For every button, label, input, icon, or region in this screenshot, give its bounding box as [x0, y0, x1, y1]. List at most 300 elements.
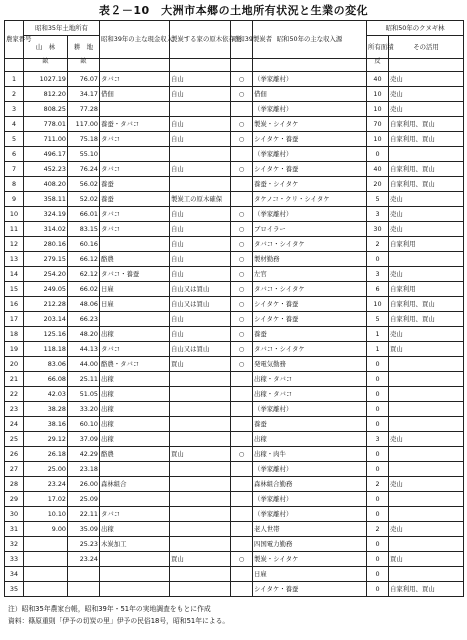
owned-area-cell: 0	[367, 357, 389, 372]
s39-charcoal-cell	[231, 537, 253, 552]
forest-cell: 254.20	[24, 267, 68, 282]
owned-area-cell: 0	[367, 417, 389, 432]
s39-income-cell: 森林組合	[100, 477, 170, 492]
farmer-no-cell: 30	[5, 507, 24, 522]
forest-cell: 38.28	[24, 402, 68, 417]
owned-area-cell: 0	[367, 582, 389, 597]
note-line: 資料：篠原重則「伊予の切炭の里」伊予の民俗18号，昭和51年による。	[8, 617, 230, 625]
s39-charcoal-cell: ○	[231, 327, 253, 342]
owned-area-cell: 0	[367, 462, 389, 477]
table-row	[5, 387, 464, 402]
field-cell: 55.10	[68, 147, 100, 162]
forest-cell: 10.10	[24, 507, 68, 522]
charcoal-source-cell: 自山	[170, 222, 231, 237]
s50-income-cell: シイタケ・養蚕	[253, 132, 367, 147]
s50-income-cell: 養蚕	[253, 417, 367, 432]
s39-charcoal-cell	[231, 372, 253, 387]
s39-charcoal-cell: ○	[231, 222, 253, 237]
forest-cell	[24, 552, 68, 567]
farmer-no-cell: 9	[5, 192, 24, 207]
forest-cell: 26.18	[24, 447, 68, 462]
charcoal-source-cell: 買山	[170, 552, 231, 567]
s39-charcoal-cell: ○	[231, 552, 253, 567]
unit-se-field: 畝	[68, 59, 100, 72]
s50-income-cell: 出稼・タバコ	[253, 372, 367, 387]
s39-income-cell: タバコ	[100, 132, 170, 147]
farmer-no-cell: 25	[5, 432, 24, 447]
owned-area-cell: 3	[367, 267, 389, 282]
s50-income-cell: 養蚕	[253, 327, 367, 342]
charcoal-source-cell	[170, 387, 231, 402]
s50-income-cell: シイタケ・養蚕	[253, 297, 367, 312]
table-row	[5, 447, 464, 462]
s39-income-cell: 出稼	[100, 372, 170, 387]
s50-income-cell: （挙家離村）	[253, 72, 367, 87]
s50-income-cell: タバコ・シイタケ	[253, 342, 367, 357]
farmer-no-cell: 20	[5, 357, 24, 372]
s39-income-cell	[100, 312, 170, 327]
farmer-no-cell: 2	[5, 87, 24, 102]
owned-area-cell: 2	[367, 237, 389, 252]
usage-cell: 自家利用	[389, 237, 464, 252]
field-cell: 117.00	[68, 117, 100, 132]
s50-income-cell: （挙家離村）	[253, 102, 367, 117]
usage-cell	[389, 567, 464, 582]
forest-cell: 23.24	[24, 477, 68, 492]
field-cell: 44.00	[68, 357, 100, 372]
charcoal-source-cell	[170, 582, 231, 597]
s39-income-cell: タバコ	[100, 507, 170, 522]
usage-cell: 売山	[389, 267, 464, 282]
farmer-no-cell: 8	[5, 177, 24, 192]
s39-charcoal-cell: ○	[231, 207, 253, 222]
owned-area-cell: 0	[367, 372, 389, 387]
forest-cell: 711.00	[24, 132, 68, 147]
s39-income-cell: 養蚕・タバコ	[100, 117, 170, 132]
s39-income-cell: タバコ	[100, 162, 170, 177]
farmer-no-cell: 33	[5, 552, 24, 567]
s39-charcoal-cell: ○	[231, 447, 253, 462]
usage-cell: 売山	[389, 87, 464, 102]
table-row	[5, 507, 464, 522]
s39-charcoal-cell	[231, 102, 253, 117]
owned-area-cell: 0	[367, 447, 389, 462]
s50-income-cell: 森林組合勤務	[253, 477, 367, 492]
field-cell: 44.13	[68, 342, 100, 357]
table-row	[5, 132, 464, 147]
charcoal-source-cell: 自山	[170, 72, 231, 87]
charcoal-source-cell: 自山	[170, 87, 231, 102]
usage-cell	[389, 417, 464, 432]
field-cell: 66.23	[68, 312, 100, 327]
s50-income-cell: 発電気勤務	[253, 357, 367, 372]
forest-cell: 29.12	[24, 432, 68, 447]
field-cell: 48.20	[68, 327, 100, 342]
farmer-no-cell: 35	[5, 582, 24, 597]
s39-income-cell: 酪農	[100, 252, 170, 267]
owned-area-cell: 70	[367, 117, 389, 132]
forest-cell	[24, 537, 68, 552]
forest-cell	[24, 567, 68, 582]
farmer-no-cell: 28	[5, 477, 24, 492]
s39-income-cell: 出稼	[100, 432, 170, 447]
table-row	[5, 207, 464, 222]
farmer-no-cell: 11	[5, 222, 24, 237]
header-s50-group: 昭和50年のクヌギ林	[367, 21, 464, 36]
s39-income-cell: 出稼	[100, 327, 170, 342]
s39-charcoal-cell: ○	[231, 117, 253, 132]
table-row	[5, 342, 464, 357]
owned-area-cell: 0	[367, 552, 389, 567]
owned-area-cell: 0	[367, 567, 389, 582]
usage-cell	[389, 357, 464, 372]
field-cell: 23.24	[68, 552, 100, 567]
s39-income-cell: 借佃	[100, 87, 170, 102]
s39-charcoal-cell	[231, 567, 253, 582]
farmer-no-cell: 26	[5, 447, 24, 462]
usage-cell	[389, 402, 464, 417]
field-cell: 51.05	[68, 387, 100, 402]
forest-cell: 496.17	[24, 147, 68, 162]
table-row	[5, 462, 464, 477]
farmer-no-cell: 13	[5, 252, 24, 267]
s50-income-cell: 養蚕・シイタケ	[253, 177, 367, 192]
field-cell: 34.17	[68, 87, 100, 102]
table-row	[5, 162, 464, 177]
s39-charcoal-cell: ○	[231, 297, 253, 312]
table-row	[5, 582, 464, 597]
forest-cell: 249.05	[24, 282, 68, 297]
usage-cell	[389, 387, 464, 402]
farmer-no-cell: 21	[5, 372, 24, 387]
owned-area-cell: 10	[367, 87, 389, 102]
s50-income-cell: （挙家離村）	[253, 147, 367, 162]
field-cell: 66.01	[68, 207, 100, 222]
usage-cell: 自家利用、買山	[389, 177, 464, 192]
header-charcoal-source: 製炭する家の原木依存先	[170, 21, 231, 59]
s50-income-cell: 老人世帯	[253, 522, 367, 537]
s39-charcoal-cell	[231, 147, 253, 162]
owned-area-cell: 0	[367, 252, 389, 267]
farmer-no-cell: 1	[5, 72, 24, 87]
owned-area-cell: 5	[367, 192, 389, 207]
farmer-no-cell: 4	[5, 117, 24, 132]
table-row	[5, 282, 464, 297]
s50-income-cell: 出稼・タバコ	[253, 387, 367, 402]
forest-cell: 212.28	[24, 297, 68, 312]
charcoal-source-cell	[170, 102, 231, 117]
usage-cell: 自家利用、買山	[389, 132, 464, 147]
owned-area-cell: 5	[367, 312, 389, 327]
charcoal-source-cell	[170, 417, 231, 432]
page-title: 表２－10 大洲市本郷の土地所有状況と生業の変化	[98, 4, 369, 17]
charcoal-source-cell	[170, 567, 231, 582]
s39-charcoal-cell: ○	[231, 267, 253, 282]
s50-income-cell: （挙家離村）	[253, 492, 367, 507]
usage-cell: 売山	[389, 477, 464, 492]
table-row	[5, 567, 464, 582]
charcoal-source-cell: 自山	[170, 252, 231, 267]
s39-income-cell	[100, 567, 170, 582]
s39-income-cell: タバコ	[100, 342, 170, 357]
s50-income-cell: （挙家離村）	[253, 507, 367, 522]
s39-charcoal-cell	[231, 582, 253, 597]
field-cell: 62.12	[68, 267, 100, 282]
table-row	[5, 267, 464, 282]
usage-cell	[389, 372, 464, 387]
charcoal-source-cell	[170, 462, 231, 477]
table-row	[5, 102, 464, 117]
s39-charcoal-cell	[231, 492, 253, 507]
owned-area-cell: 1	[367, 342, 389, 357]
s39-charcoal-cell	[231, 477, 253, 492]
usage-cell: 買山	[389, 342, 464, 357]
s39-income-cell	[100, 582, 170, 597]
s39-charcoal-cell: ○	[231, 342, 253, 357]
s39-income-cell: タバコ	[100, 222, 170, 237]
table-row	[5, 492, 464, 507]
s50-income-cell: 製炭・シイタケ	[253, 117, 367, 132]
farmer-no-cell: 34	[5, 567, 24, 582]
charcoal-source-cell: 自山又は買山	[170, 282, 231, 297]
charcoal-source-cell: 自山	[170, 162, 231, 177]
s39-charcoal-cell	[231, 192, 253, 207]
unit-se-forest: 畝	[24, 59, 68, 72]
farmer-no-cell: 10	[5, 207, 24, 222]
table-row	[5, 177, 464, 192]
field-cell: 25.11	[68, 372, 100, 387]
owned-area-cell: 40	[367, 162, 389, 177]
s39-charcoal-cell: ○	[231, 72, 253, 87]
s39-income-cell: タバコ	[100, 207, 170, 222]
s50-income-cell: 製材勤務	[253, 252, 367, 267]
forest-cell: 314.02	[24, 222, 68, 237]
farmer-no-cell: 27	[5, 462, 24, 477]
farmer-no-cell: 32	[5, 537, 24, 552]
header-s39-income: 昭和39年の主な現金収入	[100, 21, 170, 59]
s39-charcoal-cell	[231, 462, 253, 477]
charcoal-source-cell	[170, 402, 231, 417]
usage-cell: 売山	[389, 432, 464, 447]
s50-income-cell: シイタケ・養蚕	[253, 582, 367, 597]
charcoal-source-cell: 買山	[170, 447, 231, 462]
s39-charcoal-cell	[231, 177, 253, 192]
s50-income-cell: 製炭・シイタケ	[253, 552, 367, 567]
usage-cell: 自家利用、買山	[389, 582, 464, 597]
charcoal-source-cell: 自山又は買山	[170, 342, 231, 357]
table-row	[5, 237, 464, 252]
owned-area-cell: 40	[367, 72, 389, 87]
farmer-no-cell: 31	[5, 522, 24, 537]
s39-charcoal-cell	[231, 402, 253, 417]
s39-income-cell: 養蚕	[100, 192, 170, 207]
charcoal-source-cell	[170, 492, 231, 507]
farmer-no-cell: 15	[5, 282, 24, 297]
s39-charcoal-cell	[231, 522, 253, 537]
usage-cell: 売山	[389, 222, 464, 237]
field-cell	[68, 567, 100, 582]
charcoal-source-cell	[170, 432, 231, 447]
s39-income-cell: 出稼	[100, 417, 170, 432]
forest-cell: 203.14	[24, 312, 68, 327]
header-s39-charcoal: 昭和39製炭者	[231, 21, 253, 59]
table-row	[5, 417, 464, 432]
footnotes	[8, 603, 463, 627]
s39-income-cell: 養蚕	[100, 177, 170, 192]
forest-cell: 280.16	[24, 237, 68, 252]
charcoal-source-cell	[170, 537, 231, 552]
s39-charcoal-cell	[231, 432, 253, 447]
s39-charcoal-cell	[231, 417, 253, 432]
s39-income-cell	[100, 552, 170, 567]
s50-income-cell: 左官	[253, 267, 367, 282]
charcoal-source-cell: 製炭工の原木確保	[170, 192, 231, 207]
s39-income-cell	[100, 147, 170, 162]
owned-area-cell: 3	[367, 207, 389, 222]
s39-charcoal-cell: ○	[231, 237, 253, 252]
charcoal-source-cell: 自山	[170, 267, 231, 282]
field-cell: 48.06	[68, 297, 100, 312]
forest-cell: 118.18	[24, 342, 68, 357]
table-row	[5, 147, 464, 162]
field-cell: 26.00	[68, 477, 100, 492]
header-usage: その活用	[389, 36, 464, 59]
usage-cell	[389, 252, 464, 267]
table-row	[5, 312, 464, 327]
farmer-no-cell: 24	[5, 417, 24, 432]
owned-area-cell: 2	[367, 522, 389, 537]
farmer-no-cell: 14	[5, 267, 24, 282]
field-cell: 22.11	[68, 507, 100, 522]
usage-cell: 自家利用、買山	[389, 162, 464, 177]
s39-income-cell: 日雇	[100, 282, 170, 297]
owned-area-cell: 10	[367, 297, 389, 312]
field-cell: 37.09	[68, 432, 100, 447]
charcoal-source-cell	[170, 507, 231, 522]
s39-income-cell	[100, 102, 170, 117]
forest-cell: 1027.19	[24, 72, 68, 87]
charcoal-source-cell: 買山	[170, 357, 231, 372]
s39-income-cell: 日雇	[100, 297, 170, 312]
usage-cell: 自家利用、買山	[389, 117, 464, 132]
farmer-no-cell: 29	[5, 492, 24, 507]
forest-cell: 42.03	[24, 387, 68, 402]
forest-cell: 324.19	[24, 207, 68, 222]
usage-cell	[389, 447, 464, 462]
s50-income-cell: （挙家離村）	[253, 462, 367, 477]
land-ownership-table	[4, 20, 464, 597]
owned-area-cell: 0	[367, 387, 389, 402]
header-forest: 山 林	[24, 36, 68, 59]
table-row	[5, 252, 464, 267]
usage-cell	[389, 462, 464, 477]
table-row	[5, 537, 464, 552]
charcoal-source-cell: 自山	[170, 117, 231, 132]
s39-charcoal-cell	[231, 507, 253, 522]
s39-charcoal-cell: ○	[231, 282, 253, 297]
field-cell: 66.02	[68, 282, 100, 297]
farmer-no-cell: 23	[5, 402, 24, 417]
table-row	[5, 297, 464, 312]
owned-area-cell: 0	[367, 492, 389, 507]
charcoal-source-cell: 自山	[170, 327, 231, 342]
farmer-no-cell: 19	[5, 342, 24, 357]
s50-income-cell: タバコ・シイタケ	[253, 282, 367, 297]
charcoal-source-cell	[170, 372, 231, 387]
s50-income-cell: タバコ・シイタケ	[253, 237, 367, 252]
forest-cell: 812.20	[24, 87, 68, 102]
usage-cell: 売山	[389, 192, 464, 207]
farmer-no-cell: 6	[5, 147, 24, 162]
s50-income-cell: 日雇	[253, 567, 367, 582]
unit-tan: 反	[367, 59, 389, 72]
field-cell: 60.10	[68, 417, 100, 432]
table-row	[5, 192, 464, 207]
table-row	[5, 327, 464, 342]
charcoal-source-cell	[170, 477, 231, 492]
s50-income-cell: 借佃	[253, 87, 367, 102]
s39-charcoal-cell: ○	[231, 162, 253, 177]
s39-income-cell: 酪農	[100, 447, 170, 462]
forest-cell: 17.02	[24, 492, 68, 507]
s50-income-cell: 出稼	[253, 432, 367, 447]
header-s35-group: 昭和35年土地所有	[24, 21, 100, 36]
s39-charcoal-cell: ○	[231, 87, 253, 102]
s50-income-cell: （挙家離村）	[253, 402, 367, 417]
s39-charcoal-cell: ○	[231, 132, 253, 147]
charcoal-source-cell: 自山	[170, 132, 231, 147]
farmer-no-cell: 17	[5, 312, 24, 327]
usage-cell: 売山	[389, 522, 464, 537]
field-cell: 25.23	[68, 537, 100, 552]
forest-cell: 808.25	[24, 102, 68, 117]
charcoal-source-cell	[170, 147, 231, 162]
usage-cell: 売山	[389, 327, 464, 342]
table-row	[5, 357, 464, 372]
farmer-no-cell: 12	[5, 237, 24, 252]
charcoal-source-cell: 自山	[170, 312, 231, 327]
s39-income-cell: 木炭加工	[100, 537, 170, 552]
table-row	[5, 372, 464, 387]
s39-income-cell	[100, 462, 170, 477]
table-row	[5, 402, 464, 417]
usage-cell: 売山	[389, 102, 464, 117]
field-cell: 66.12	[68, 252, 100, 267]
farmer-no-cell: 7	[5, 162, 24, 177]
forest-cell: 83.06	[24, 357, 68, 372]
usage-cell	[389, 492, 464, 507]
usage-cell	[389, 507, 464, 522]
usage-cell	[389, 147, 464, 162]
s50-income-cell: タケノコ・クリ・シイタケ	[253, 192, 367, 207]
header-field: 耕 地	[68, 36, 100, 59]
forest-cell	[24, 582, 68, 597]
farmer-no-cell: 18	[5, 327, 24, 342]
forest-cell: 38.16	[24, 417, 68, 432]
charcoal-source-cell: 自山	[170, 237, 231, 252]
owned-area-cell: 0	[367, 507, 389, 522]
forest-cell: 408.20	[24, 177, 68, 192]
usage-cell: 買山	[389, 552, 464, 567]
charcoal-source-cell: 自山	[170, 207, 231, 222]
field-cell	[68, 582, 100, 597]
s39-charcoal-cell: ○	[231, 357, 253, 372]
s39-charcoal-cell: ○	[231, 252, 253, 267]
field-cell: 42.29	[68, 447, 100, 462]
owned-area-cell: 6	[367, 282, 389, 297]
s39-income-cell: タバコ	[100, 72, 170, 87]
farmer-no-cell: 3	[5, 102, 24, 117]
